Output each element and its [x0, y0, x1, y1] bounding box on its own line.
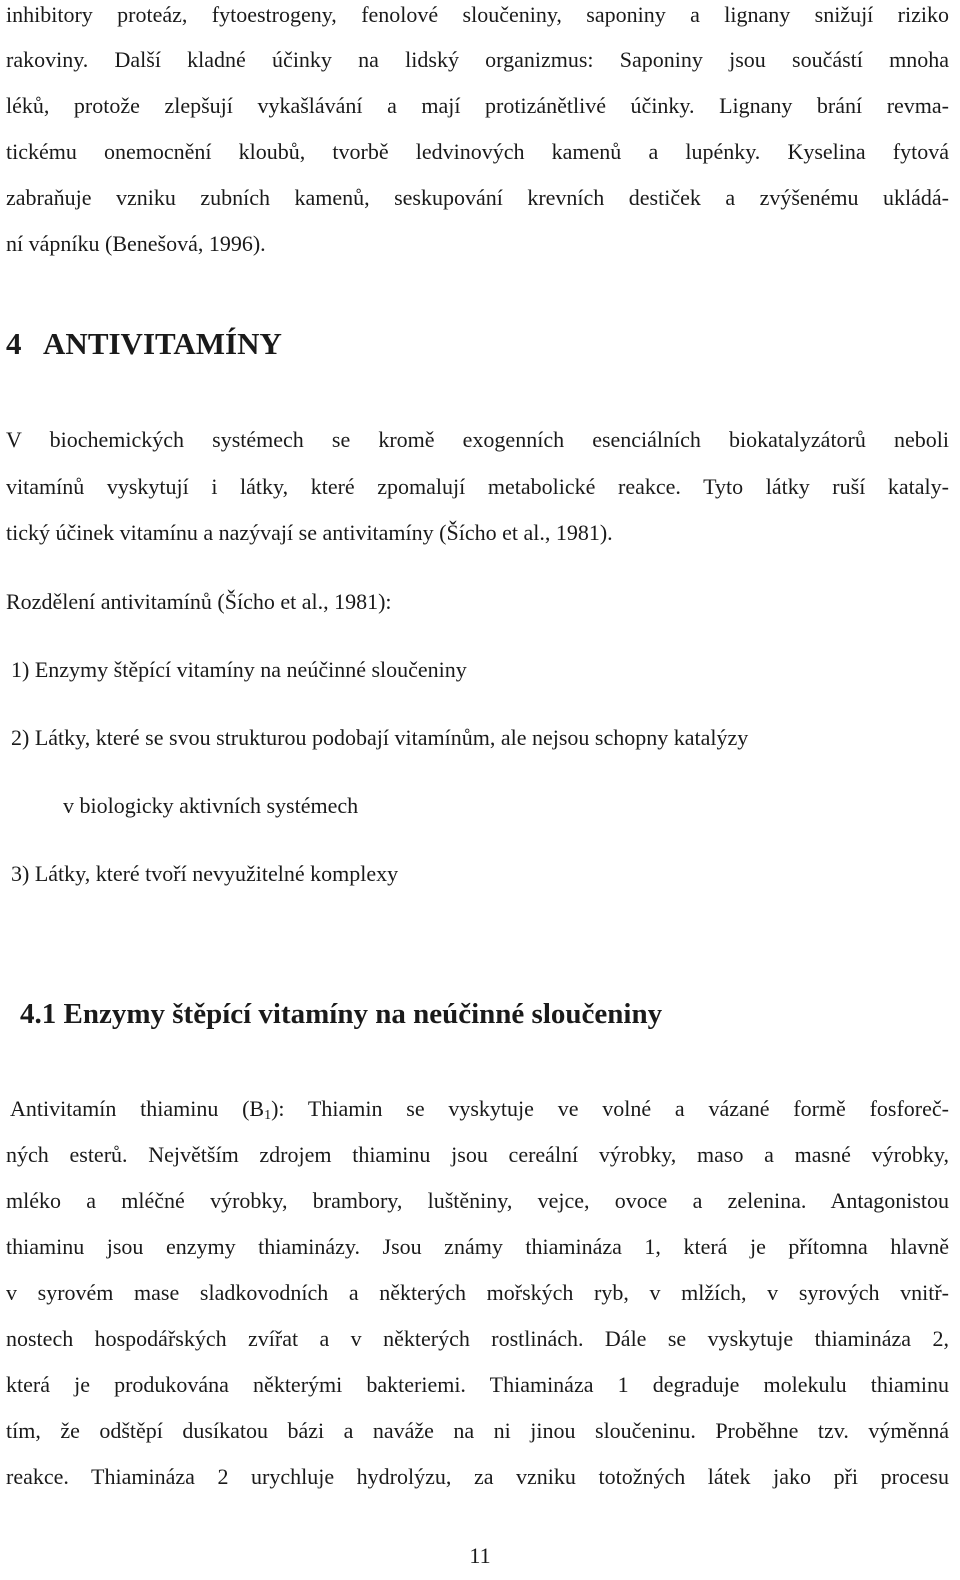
paragraph-text: Antivitamín thiaminu (B: [10, 1096, 265, 1121]
paragraph-line: inhibitory proteáz, fytoestrogeny, fenolové sloučeniny, saponiny a lignany snižují riziko: [6, 2, 949, 27]
list-item: 3) Látky, které tvoří nevyužitelné komplexy: [11, 861, 399, 886]
paragraph-line: V biochemických systémech se kromě exogenních esenciálních biokatalyzátorů neboli: [6, 427, 949, 452]
paragraph-line: léků, protože zlepšují vykašlávání a mají protizánětlivé účinky. Lignany brání revma-: [6, 93, 949, 118]
paragraph-line: tím, že odštěpí dusíkatou bázi a naváže na ni jinou sloučeninu. Proběhne tzv. výměnná: [6, 1418, 949, 1443]
section-heading: 4 ANTIVITAMÍNY: [6, 326, 282, 361]
paragraph-line: mléko a mléčné výrobky, brambory, luštěniny, vejce, ovoce a zelenina. Antagonistou: [6, 1188, 949, 1213]
subscript: 1: [264, 1108, 272, 1123]
paragraph-line: reakce. Thiamináza 2 urychluje hydrolýzu, za vzniku totožných látek jako při procesu: [6, 1464, 949, 1489]
list-item-continuation: v biologicky aktivních systémech: [63, 793, 359, 818]
subsection-heading: 4.1 Enzymy štěpící vitamíny na neúčinné sloučeniny: [20, 998, 663, 1030]
paragraph-line: v syrovém mase sladkovodních a některých mořských ryb, v mlžích, v syrových vnitř-: [6, 1280, 949, 1305]
paragraph-line: [10, 1094, 949, 1124]
paragraph-line: vitamínů vyskytují i látky, které zpomalují metabolické reakce. Tyto látky ruší kataly-: [6, 474, 949, 499]
list-item: 1) Enzymy štěpící vitamíny na neúčinné sloučeniny: [11, 657, 467, 682]
division-title: Rozdělení antivitamínů (Šícho et al., 1981):: [6, 589, 392, 614]
paragraph-line: ných esterů. Největším zdrojem thiaminu jsou cereální výrobky, maso a masné výrobky,: [6, 1142, 949, 1167]
paragraph-line: tický účinek vitamínu a nazývají se antivitamíny (Šícho et al., 1981).: [6, 520, 613, 545]
page-number: 11: [469, 1543, 491, 1568]
paragraph-line: rakoviny. Další kladné účinky na lidský organizmus: Saponiny jsou součástí mnoha: [6, 47, 949, 72]
paragraph-text: ): Thiamin se vyskytuje ve volné a vázané formě fosforeč-: [271, 1096, 949, 1121]
paragraph-line: tickému onemocnění kloubů, tvorbě ledvinových kamenů a lupénky. Kyselina fytová: [6, 139, 949, 164]
paragraph-line: která je produkována některými bakteriemi. Thiamináza 1 degraduje molekulu thiaminu: [6, 1372, 949, 1397]
paragraph-line: ní vápníku (Benešová, 1996).: [6, 231, 266, 256]
paragraph-line: zabraňuje vzniku zubních kamenů, seskupování krevních destiček a zvýšenému ukládá-: [6, 185, 949, 210]
paragraph-line: thiaminu jsou enzymy thiaminázy. Jsou známy thiamináza 1, která je přítomna hlavně: [6, 1234, 949, 1259]
paragraph-line: nostech hospodářských zvířat a v některých rostlinách. Dále se vyskytuje thiamináza 2,: [6, 1326, 949, 1351]
list-item: 2) Látky, které se svou strukturou podobají vitamínům, ale nejsou schopny katalýzy: [11, 725, 749, 750]
